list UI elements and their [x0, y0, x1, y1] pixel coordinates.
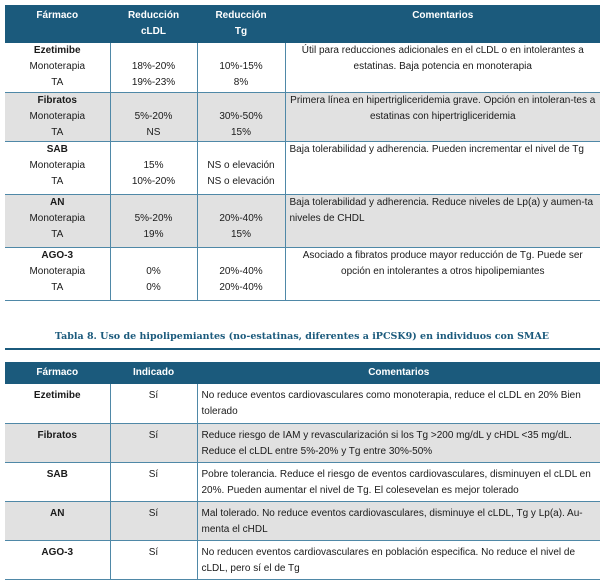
header-tg-reduction — [197, 5, 285, 43]
ldl-monotherapy: 18%-20% — [131, 61, 176, 72]
ldl-monotherapy: 5%-20% — [134, 110, 173, 122]
table-row — [5, 462, 600, 501]
tg-reduction-cell — [197, 247, 285, 300]
ldl-reduction-cell — [110, 141, 197, 194]
comment-cell: Útil para reducciones adicionales en el cLDL o en intolerantes a estatinas. Baja potencia en monoterapia — [285, 43, 600, 92]
comment-cell: Pobre tolerancia. Reduce el riesgo de eventos cardiovasculares, disminuyen el cLDL en 20%. Pueden aumentar el nivel de Tg. El colesevelan es mejor tolerado — [197, 462, 600, 501]
tg-monotherapy: 20%-40% — [219, 212, 263, 224]
tg-reduction-cell — [197, 141, 285, 194]
table-row — [5, 247, 600, 300]
comment-cell: Primera línea en hipertrigliceridemia grave. Opción en intoleran-tes a estatinas con hipertrigliceridemia — [285, 92, 600, 141]
tg-combination: 8% — [233, 77, 249, 88]
comment-cell: Baja tolerabilidad y adherencia. Reduce niveles de Lp(a) y aumen-ta niveles de CHDL — [285, 194, 600, 247]
comment-cell: No reduce eventos cardiovasculares como monoterapia, reduce el cLDL en 20% Bien tolerado — [197, 384, 600, 423]
monotherapy-label: Monoterapia — [29, 265, 86, 277]
tg-combination: 20%-40% — [219, 281, 263, 293]
drug-cell — [5, 141, 110, 194]
header-ldl-line1: Reducción — [127, 10, 180, 21]
combination-label: TA — [51, 126, 64, 138]
tg-monotherapy: 30%-50% — [219, 110, 263, 122]
header-drug: Fármaco — [5, 5, 110, 43]
table-row — [5, 141, 600, 194]
comment-cell: Reduce riesgo de IAM y revascularización si los Tg >200 mg/dL y cHDL <35 mg/dL. Reduce el cLDL entre 5%-20% y Tg entre 30%-50% — [197, 423, 600, 462]
tg-combination: 15% — [230, 228, 251, 240]
tg-combination: 15% — [230, 126, 251, 138]
combination-label: TA — [51, 175, 64, 187]
header-ldl-reduction — [110, 5, 197, 43]
drug-name: Fibratos — [37, 94, 77, 106]
table-row — [5, 92, 600, 141]
tg-monotherapy: 10%-15% — [219, 61, 263, 72]
ldl-combination: 19% — [143, 228, 164, 240]
drug-name: Ezetimibe — [33, 45, 81, 56]
tg-monotherapy: NS o elevación — [207, 159, 275, 171]
table-row — [5, 384, 600, 423]
comment-cell: Mal tolerado. No reduce eventos cardiovasculares, disminuye el cLDL, Tg y Lp(a). Au-menta el cHDL — [197, 501, 600, 540]
header-tg-line2: Tg — [234, 26, 248, 37]
ldl-monotherapy: 15% — [143, 159, 164, 171]
comment-cell: Asociado a fibratos produce mayor reducción de Tg. Puede ser opción en intolerantes a otros hipolipemiantes — [285, 247, 600, 300]
tg-combination: NS o elevación — [207, 175, 275, 187]
drug-name: SAB — [46, 468, 68, 480]
header-indicated: Indicado — [110, 362, 197, 384]
table-row — [5, 194, 600, 247]
header-drug: Fármaco — [5, 362, 110, 384]
ldl-reduction-cell — [110, 194, 197, 247]
drug-cell — [5, 194, 110, 247]
ldl-reduction-cell — [110, 247, 197, 300]
table-caption: Tabla 8. Uso de hipolipemiantes (no-estatinas, diferentes a iPCSK9) en individuos con SMAE — [54, 331, 550, 342]
drug-cell — [5, 43, 110, 92]
header-ldl-line2: cLDL — [141, 26, 166, 37]
table-row — [5, 501, 600, 540]
table-row — [5, 540, 600, 579]
indicated-cell: Sí — [110, 423, 197, 462]
drug-name: Ezetimibe — [33, 390, 81, 401]
hypolipidemic-use-table — [5, 362, 600, 580]
tg-monotherapy: 20%-40% — [219, 265, 263, 277]
indicated-cell: Sí — [110, 501, 197, 540]
table-row — [5, 423, 600, 462]
tg-reduction-cell — [197, 92, 285, 141]
drug-name: AN — [50, 196, 65, 208]
tg-reduction-cell — [197, 194, 285, 247]
tg-reduction-cell — [197, 43, 285, 92]
ldl-monotherapy: 0% — [146, 265, 161, 277]
indicated-cell: Sí — [110, 462, 197, 501]
comment-cell: Baja tolerabilidad y adherencia. Pueden incrementar el nivel de Tg — [285, 141, 600, 194]
monotherapy-label: Monoterapia — [29, 159, 86, 171]
drug-name: SAB — [46, 143, 68, 155]
table-row — [5, 43, 600, 92]
table-header-row — [5, 362, 600, 384]
indicated-cell: Sí — [110, 384, 197, 423]
ldl-combination: 0% — [146, 281, 161, 293]
header-comments: Comentarios — [197, 362, 600, 384]
ldl-combination: 19%-23% — [131, 77, 176, 88]
drug-name: AGO-3 — [41, 546, 74, 558]
ldl-reduction-cell — [110, 92, 197, 141]
monotherapy-label: Monoterapia — [29, 212, 86, 224]
table-header-row — [5, 5, 600, 43]
drug-cell — [5, 92, 110, 141]
header-tg-line1: Reducción — [215, 10, 267, 21]
monotherapy-label: Monoterapia — [29, 110, 86, 122]
combination-label: TA — [51, 77, 64, 88]
combination-label: TA — [51, 281, 64, 293]
ldl-combination: NS — [146, 126, 161, 138]
drug-name: Fibratos — [5, 423, 110, 462]
comment-cell: No reducen eventos cardiovasculares en población especifica. No reduce el nivel de cLDL, pero sí el de Tg — [197, 540, 600, 579]
caption-divider — [5, 348, 600, 350]
header-comments: Comentarios — [285, 5, 600, 43]
indicated-cell: Sí — [110, 540, 197, 579]
drug-name: AN — [5, 501, 110, 540]
lipid-lowering-effects-table — [5, 5, 600, 301]
drug-name: AGO-3 — [41, 249, 74, 261]
drug-cell — [5, 247, 110, 300]
ldl-combination: 10%-20% — [131, 175, 176, 187]
monotherapy-label: Monoterapia — [29, 61, 86, 72]
combination-label: TA — [51, 228, 64, 240]
ldl-reduction-cell — [110, 43, 197, 92]
ldl-monotherapy: 5%-20% — [134, 212, 173, 224]
